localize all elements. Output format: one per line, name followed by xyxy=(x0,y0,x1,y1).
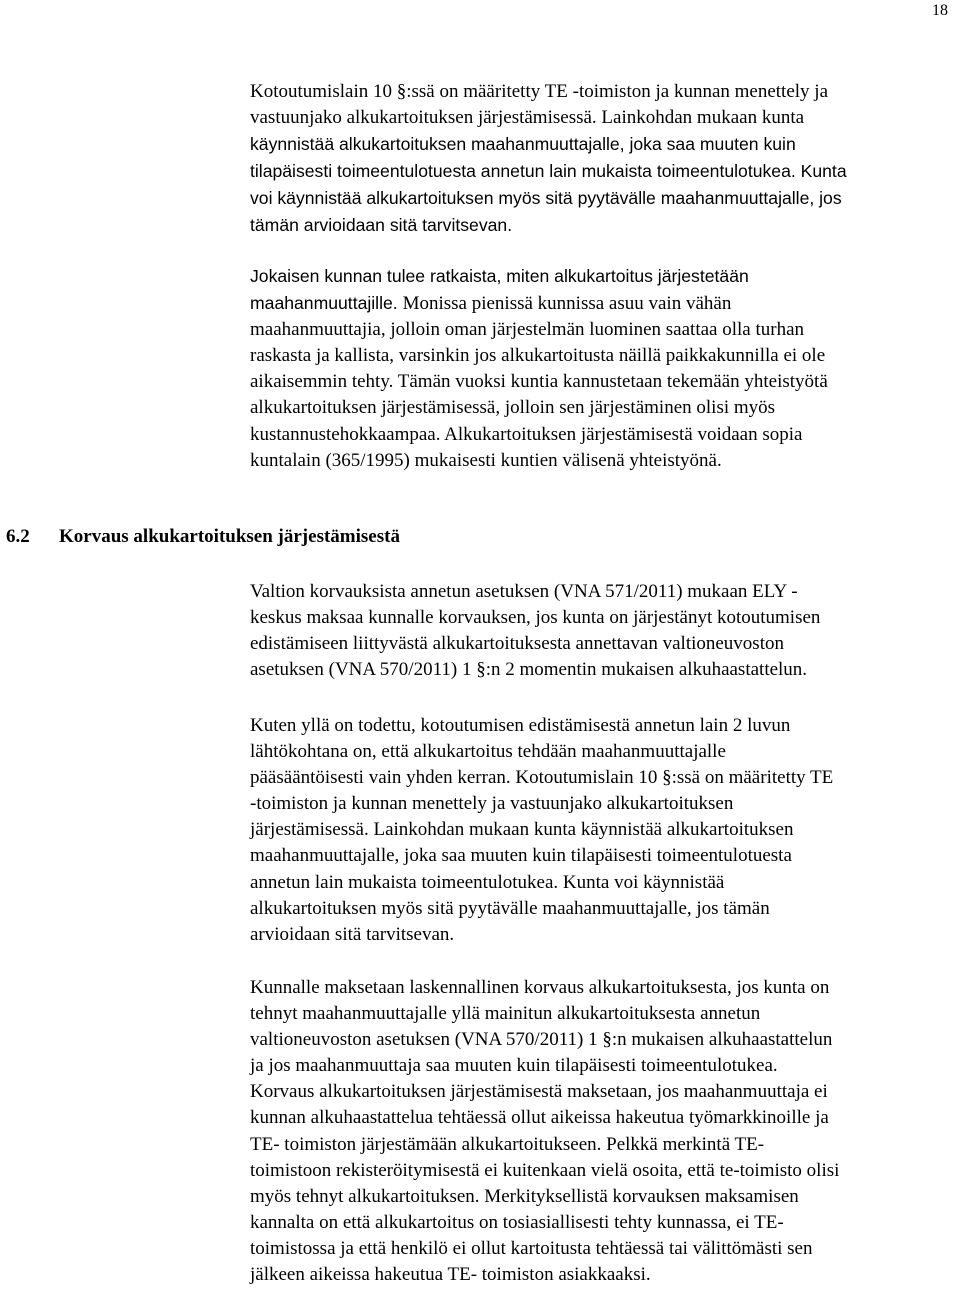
section-number: 6.2 xyxy=(6,526,30,547)
paragraph-2-sans-part: Jokaisen kunnan tulee ratkaista, miten alkukartoitus järjestetään maahanmuuttajille. xyxy=(250,266,749,314)
paragraph-5: Kunnalle maksetaan laskennallinen korvaus alkukartoituksesta, jos kunta on tehnyt maahanmuuttajalle yllä mainitun alkukartoituksesta annetun valtioneuvoston asetuksen (VNA 570/2011) 1 §:n mukaisen alkuhaastattelun ja jos maahanmuuttaja saa muuten kuin tilapäisesti toimeentulotukea. Korvaus alkukartoituksen järjestämisestä maksetaan, jos maahanmuuttaja ei kunnan alkuhaastattelua tehtäessä ollut aikeissa hakeutua työmarkkinoille ja TE- toimiston järjestämään alkukartoitukseen. Pelkkä merkintä TE- toimistoon rekisteröitymisestä ei kuitenkaan vielä osoita, että te-toimisto olisi myös tehnyt alkukartoituksen. Merkityksellistä korvauksen maksamisen kannalta on että alkukartoitus on tosiasiallisesti tehty kunnassa, ei TE- toimistossa ja että henkilö ei ollut kartoitusta tehtäessä tai välittömästi sen jälkeen aikeissa hakeutua TE- toimiston asiakkaaksi. xyxy=(250,977,840,1286)
paragraph-4: Kuten yllä on todettu, kotoutumisen edistämisestä annetun lain 2 luvun lähtökohtana on, että alkukartoitus tehdään maahanmuuttajalle pääsääntöisesti vain yhden kerran. Kotoutumislain 10 §:ssä on määritetty TE -toimiston ja kunnan menettely ja vastuunjako alkukartoituksen järjestämisessä. Lainkohdan mukaan kunta käynnistää alkukartoituksen maahanmuuttajalle, joka saa muuten kuin tilapäisesti toimeentulotuesta annetun lain mukaista toimeentulotukea. Kunta voi käynnistää alkukartoituksen myös sitä pyytävälle maahanmuuttajalle, jos tämän arvioidaan sitä tarvitsevan. xyxy=(250,715,834,945)
paragraph-1-sans-part: käynnistää alkukartoituksen maahanmuuttajalle, joka saa muuten kuin tilapäisesti toimeentulotuesta annetun lain mukaista toimeentulotukea. Kunta voi käynnistää alkukartoituksen myös sitä pyytävälle maahanmuuttajalle, jos tämän arvioidaan sitä tarvitsevan. xyxy=(250,134,847,236)
section-title: Korvaus alkukartoituksen järjestämisestä xyxy=(59,526,400,547)
page-number: 18 xyxy=(932,2,948,19)
paragraph-3: Valtion korvauksista annetun asetuksen (VNA 571/2011) mukaan ELY - keskus maksaa kunnalle korvauksen, jos kunta on järjestänyt kotoutumisen edistämiseen liittyvästä alkukartoituksesta annettavan valtioneuvoston asetuksen (VNA 570/2011) 1 §:n 2 momentin mukaisen alkuhaastattelun. xyxy=(250,581,821,681)
paragraph-2-serif-part: Monissa pienissä kunnissa asuu vain vähän maahanmuuttajia, jolloin oman järjestelmän luominen saattaa olla turhan raskasta ja kallista, varsinkin jos alkukartoitusta näillä paikkakunnilla ei ole aikaisemmin tehty. Tämän vuoksi kuntia kannustetaan tekemään yhteistyötä alkukartoituksen järjestämisessä, jolloin sen järjestäminen olisi myös kustannustehokkaampaa. Alkukartoituksen järjestämisestä voidaan sopia kuntalain (365/1995) mukaisesti kuntien välisenä yhteistyönä. xyxy=(250,293,828,471)
section-heading xyxy=(6,524,400,550)
paragraph-1-serif-part: Kotoutumislain 10 §:ssä on määritetty TE -toimiston ja kunnan menettely ja vastuunjako alkukartoituksen järjestämisessä. Lainkohdan mukaan kunta xyxy=(250,81,828,129)
paragraph-1 xyxy=(250,79,958,240)
paragraph-2 xyxy=(250,263,958,474)
